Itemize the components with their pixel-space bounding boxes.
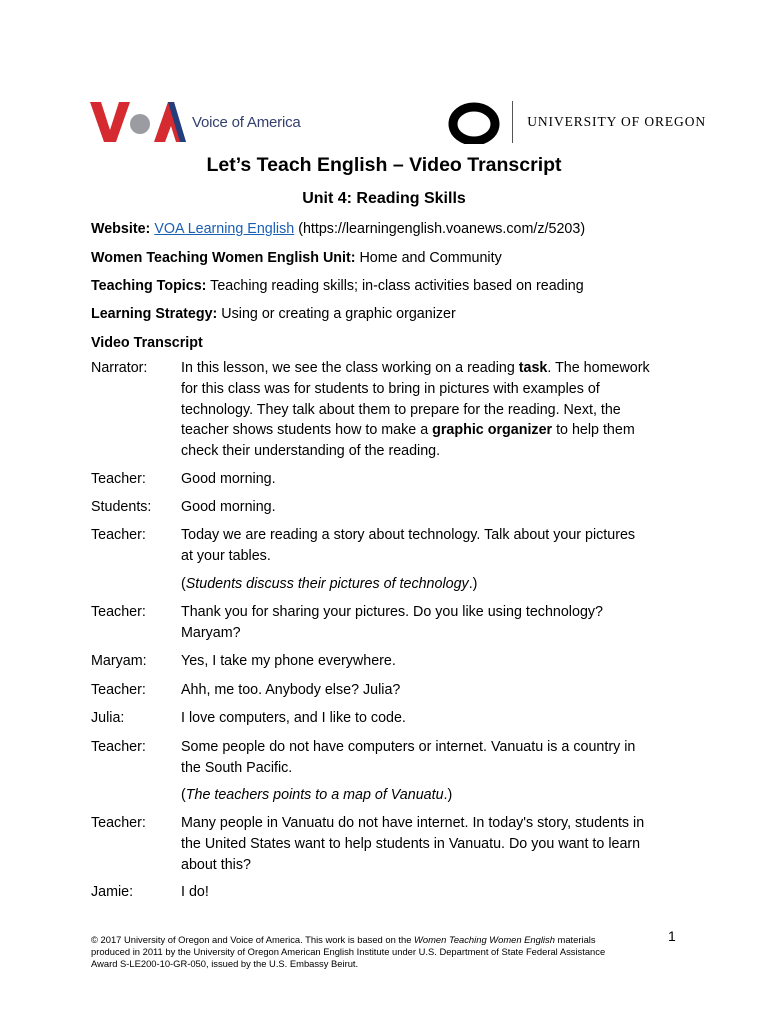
uo-logo-mark — [448, 100, 500, 144]
meta-website — [91, 219, 585, 239]
utterance: In this lesson, we see the class working on a reading task. The homework for this class was for students to bring in pictures with examples of technology. They talk about them to prepare for the reading. Next, the teacher shows students how to make a graphic organizer to help them check their understanding of the reading. — [181, 360, 650, 460]
website-label: Website: — [91, 221, 151, 237]
header-logos — [90, 96, 706, 148]
page-number: 1 — [668, 928, 676, 944]
topics-label: Teaching Topics: — [91, 278, 207, 294]
voa-logo — [90, 100, 301, 144]
utterance: Ahh, me too. Anybody else? Julia? — [181, 682, 401, 698]
page-title: Let’s Teach English – Video Transcript — [206, 154, 562, 176]
strategy-value: Using or creating a graphic organizer — [221, 306, 456, 322]
topics-value: Teaching reading skills; in-class activities based on reading — [210, 278, 584, 294]
unit-value: Home and Community — [359, 250, 502, 266]
utterance: Some people do not have computers or internet. Vanuatu is a country in the South Pacific. — [181, 739, 636, 776]
speaker: Teacher: — [91, 815, 146, 831]
website-link[interactable]: VOA Learning English — [154, 221, 295, 237]
copyright-footer: © 2017 University of Oregon and Voice of America. This work is based on the Women Teaching Women English materials produced in 2011 by the University of Oregon American English Institute under U.S. Department of State Federal Assistance Award S-LE200-10-GR-050, issued by the U.S. Embassy Beirut. — [91, 934, 606, 969]
speaker: Students: — [91, 499, 152, 515]
utterance: Many people in Vanuatu do not have internet. In today's story, students in the United States want to help students in Vanuatu. Do you want to learn about this? — [181, 815, 645, 873]
utterance: I do! — [181, 884, 209, 900]
meta-strategy — [91, 304, 456, 324]
speaker: Maryam: — [91, 653, 147, 669]
speaker: Julia: — [91, 710, 125, 726]
utterance: Good morning. — [181, 499, 276, 515]
utterance: Yes, I take my phone everywhere. — [181, 653, 396, 669]
strategy-label: Learning Strategy: — [91, 306, 218, 322]
speaker: Teacher: — [91, 739, 146, 755]
uo-logo — [448, 96, 706, 148]
transcript-heading: Video Transcript — [91, 335, 203, 351]
utterance: I love computers, and I like to code. — [181, 710, 406, 726]
utterance: Good morning. — [181, 471, 276, 487]
website-url: (https://learningenglish.voanews.com/z/5203) — [298, 221, 586, 237]
unit-label: Women Teaching Women English Unit: — [91, 250, 356, 266]
speaker: Narrator: — [91, 360, 148, 376]
speaker: Teacher: — [91, 682, 146, 698]
meta-unit — [91, 248, 502, 268]
speaker: Jamie: — [91, 884, 134, 900]
page-subtitle: Unit 4: Reading Skills — [302, 190, 466, 207]
meta-topics — [91, 276, 584, 296]
voa-logo-mark — [90, 100, 186, 144]
uo-name: UNIVERSITY OF OREGON — [527, 114, 706, 129]
utterance: Thank you for sharing your pictures. Do you like using technology? Maryam? — [181, 604, 603, 641]
uo-divider — [512, 101, 513, 143]
speaker: Teacher: — [91, 604, 146, 620]
voa-tagline: Voice of America — [192, 113, 301, 131]
utterance: Today we are reading a story about technology. Talk about your pictures at your tables. — [181, 527, 636, 564]
speaker: Teacher: — [91, 471, 146, 487]
speaker: Teacher: — [91, 527, 146, 543]
